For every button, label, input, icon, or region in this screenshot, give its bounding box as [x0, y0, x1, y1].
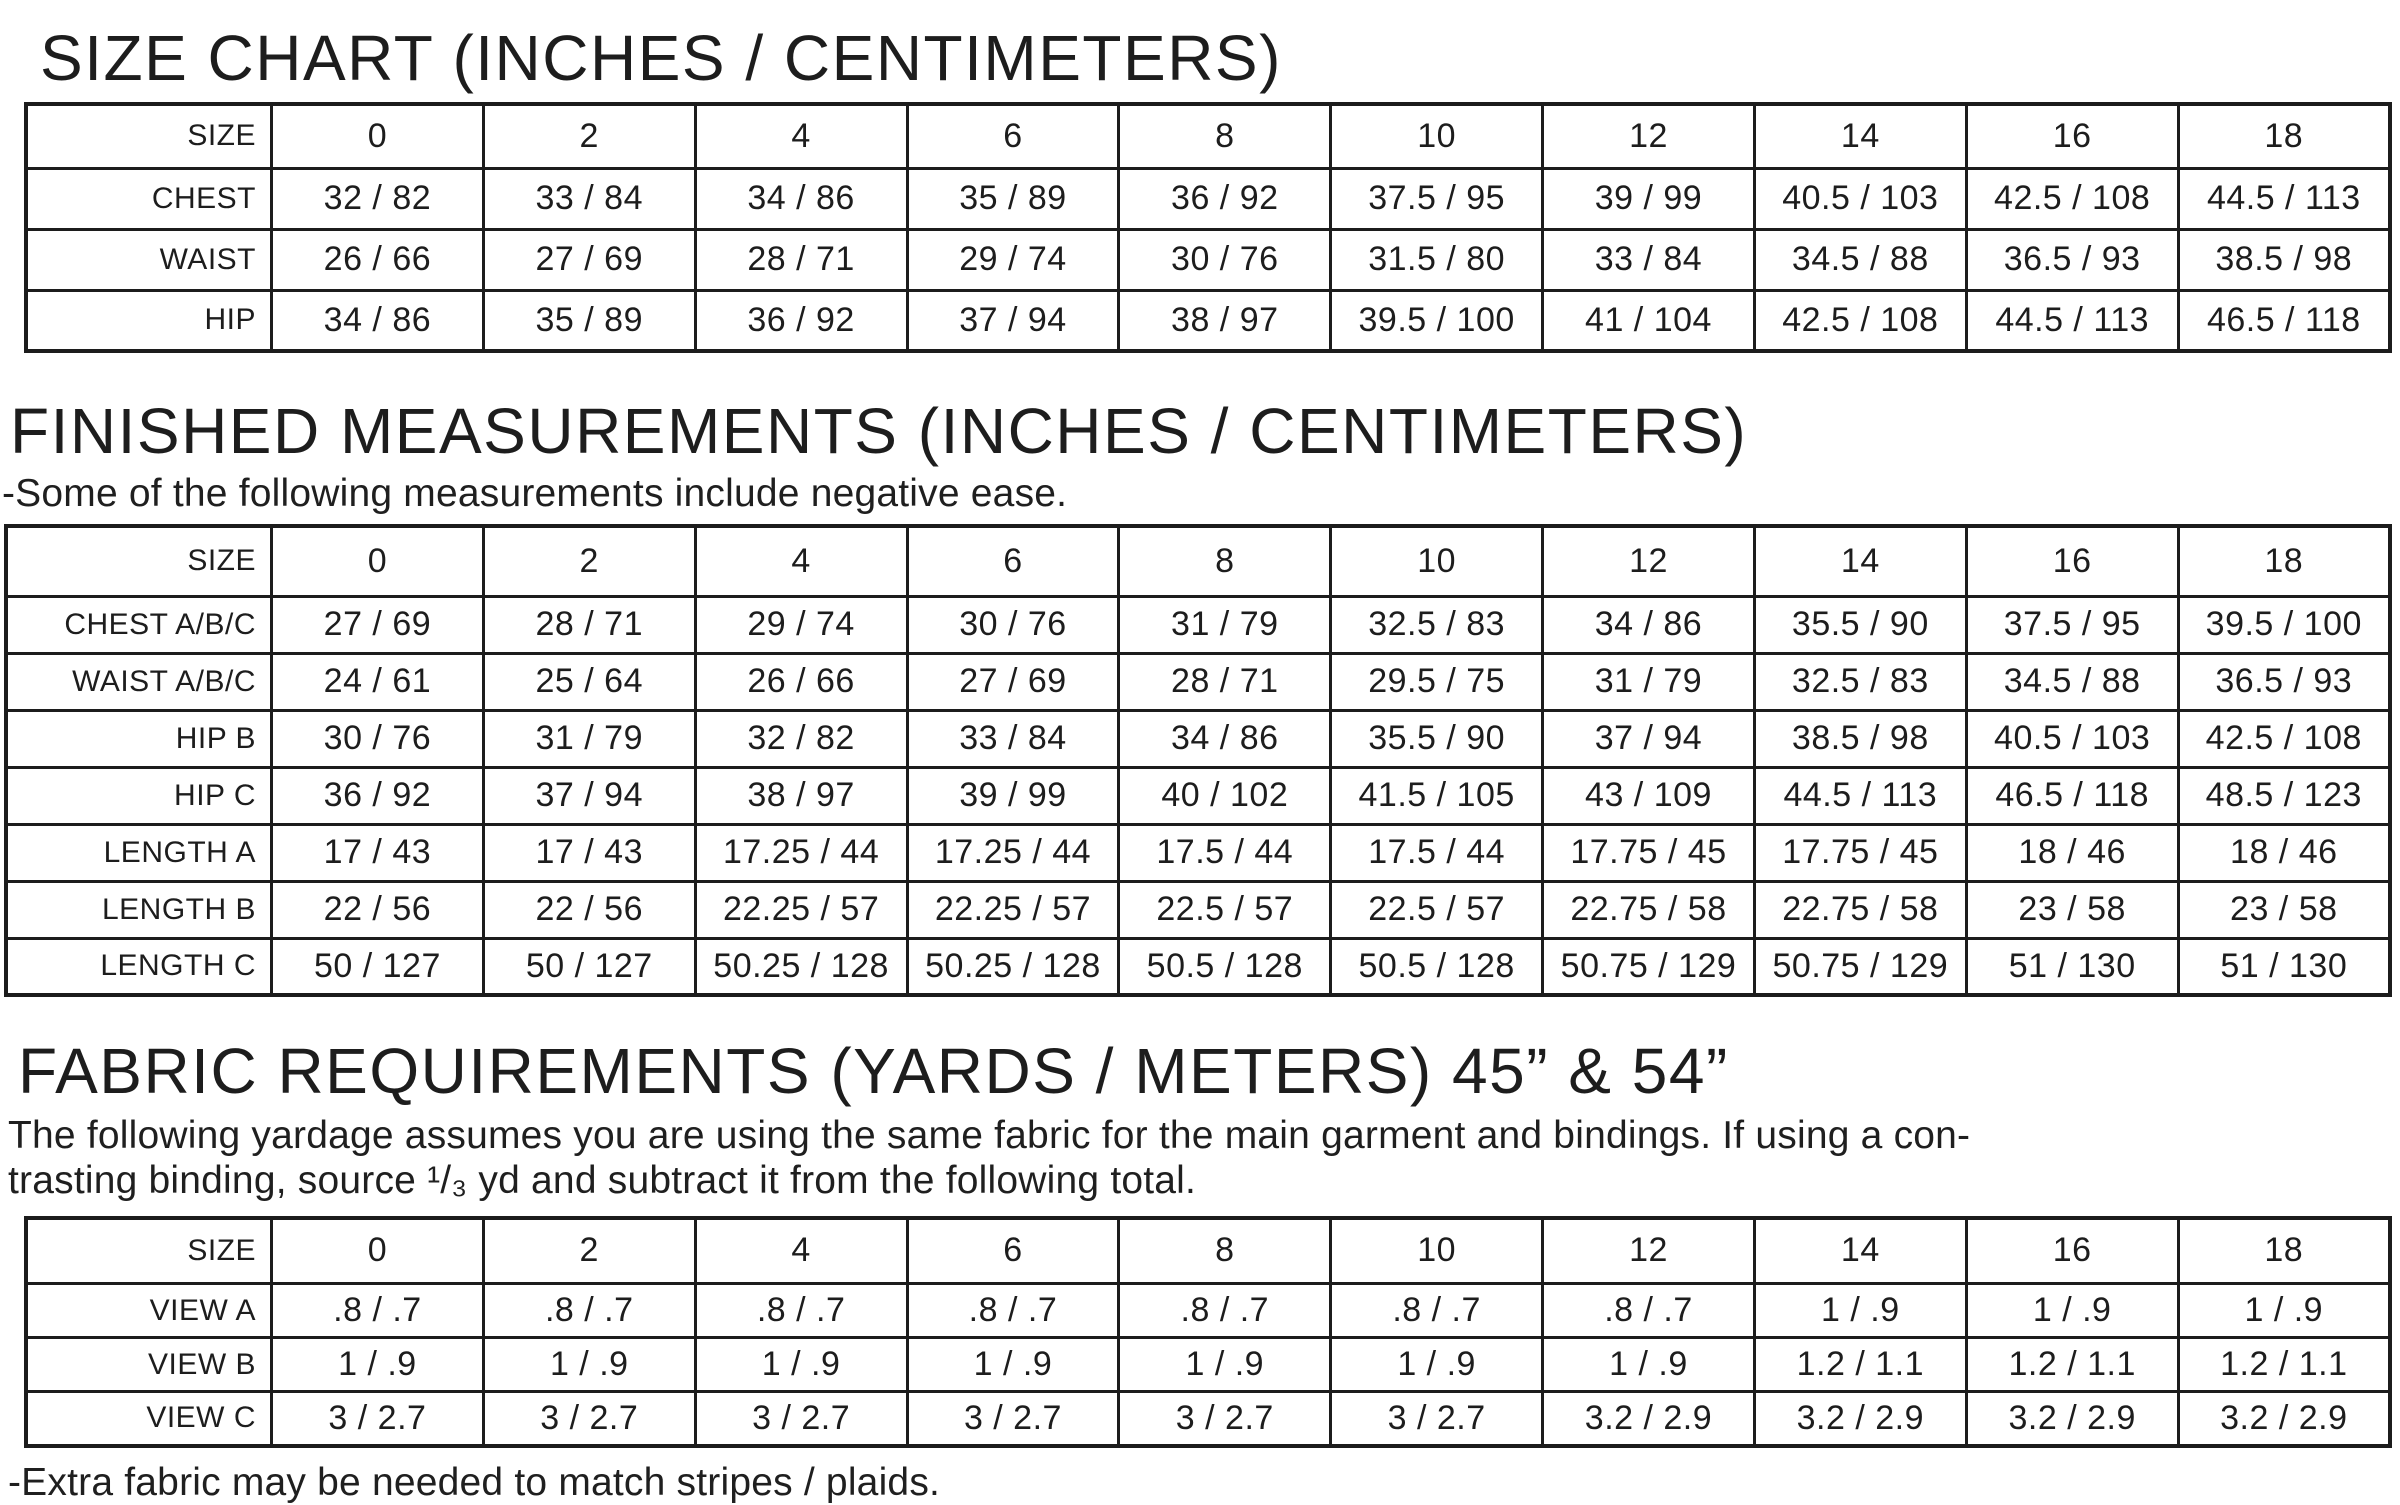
table-cell: 29 / 74 [907, 229, 1119, 290]
size-chart-table [24, 102, 2392, 353]
table-cell: 31 / 79 [483, 710, 695, 767]
table-cell: 40.5 / 103 [1966, 710, 2178, 767]
column-header-size-0: 0 [272, 526, 484, 596]
table-cell: 17.5 / 44 [1331, 824, 1543, 881]
table-cell: 3 / 2.7 [272, 1392, 484, 1446]
table-cell: 43 / 109 [1543, 767, 1755, 824]
yardage-paragraph-line-1: The following yardage assumes you are using the same fabric for the main garment and bindings. If using a con- [8, 1114, 1971, 1158]
table-cell: 1.2 / 1.1 [1966, 1338, 2178, 1392]
table-row [6, 938, 2390, 995]
row-label: CHEST [26, 168, 272, 229]
table-cell: 42.5 / 108 [2178, 710, 2390, 767]
table-cell: 41 / 104 [1543, 290, 1755, 351]
table-cell: 23 / 58 [2178, 881, 2390, 938]
table-cell: 1 / .9 [272, 1338, 484, 1392]
table-row [6, 824, 2390, 881]
table-row [26, 1284, 2390, 1338]
table-cell: 34.5 / 88 [1966, 653, 2178, 710]
table-cell: 38.5 / 98 [1754, 710, 1966, 767]
table-cell: 28 / 71 [483, 596, 695, 653]
table-cell: 3 / 2.7 [695, 1392, 907, 1446]
column-header-size-8: 8 [1119, 1218, 1331, 1284]
table-cell: 18 / 46 [2178, 824, 2390, 881]
table-cell: 39 / 99 [1543, 168, 1755, 229]
column-header-size-14: 14 [1754, 526, 1966, 596]
table-cell: 35 / 89 [483, 290, 695, 351]
column-header-size-4: 4 [695, 526, 907, 596]
table-cell: 50.25 / 128 [907, 938, 1119, 995]
table-cell: 50 / 127 [483, 938, 695, 995]
yardage-paragraph [8, 1113, 2400, 1203]
table-cell: 51 / 130 [1966, 938, 2178, 995]
table-cell: 1.2 / 1.1 [1754, 1338, 1966, 1392]
table-cell: 36 / 92 [1119, 168, 1331, 229]
table-cell: 3.2 / 2.9 [1754, 1392, 1966, 1446]
row-label: LENGTH B [6, 881, 272, 938]
table-cell: 31 / 79 [1119, 596, 1331, 653]
table-cell: 1 / .9 [1331, 1338, 1543, 1392]
table-cell: 39.5 / 100 [2178, 596, 2390, 653]
table-cell: 17.25 / 44 [907, 824, 1119, 881]
table-cell: 33 / 84 [1543, 229, 1755, 290]
table-cell: 3 / 2.7 [483, 1392, 695, 1446]
table-cell: 38 / 97 [1119, 290, 1331, 351]
column-header-size-8: 8 [1119, 104, 1331, 168]
finished-measurements-table [4, 524, 2392, 997]
column-header-size-6: 6 [907, 526, 1119, 596]
table-cell: 41.5 / 105 [1331, 767, 1543, 824]
table-cell: 33 / 84 [907, 710, 1119, 767]
table-cell: 26 / 66 [695, 653, 907, 710]
row-label: VIEW A [26, 1284, 272, 1338]
column-header-size-6: 6 [907, 104, 1119, 168]
table-cell: 36 / 92 [272, 767, 484, 824]
column-header-size-2: 2 [483, 526, 695, 596]
yardage-paragraph-line-2: trasting binding, source ¹/₃ yd and subtract it from the following total. [8, 1159, 1197, 1203]
table-cell: 36 / 92 [695, 290, 907, 351]
table-cell: 40.5 / 103 [1754, 168, 1966, 229]
column-header-size-4: 4 [695, 1218, 907, 1284]
column-header-size-4: 4 [695, 104, 907, 168]
table-cell: 34 / 86 [1543, 596, 1755, 653]
table-cell: 48.5 / 123 [2178, 767, 2390, 824]
table-cell: 50.5 / 128 [1331, 938, 1543, 995]
column-header-size-10: 10 [1331, 104, 1543, 168]
table-row [26, 1338, 2390, 1392]
size-header-label: SIZE [6, 526, 272, 596]
table-cell: 34.5 / 88 [1754, 229, 1966, 290]
table-cell: 27 / 69 [483, 229, 695, 290]
column-header-size-12: 12 [1543, 1218, 1755, 1284]
table-cell: 18 / 46 [1966, 824, 2178, 881]
row-label: HIP C [6, 767, 272, 824]
table-cell: 1 / .9 [1119, 1338, 1331, 1392]
table-cell: 42.5 / 108 [1966, 168, 2178, 229]
column-header-size-16: 16 [1966, 104, 2178, 168]
table-row [6, 653, 2390, 710]
table-cell: 35.5 / 90 [1754, 596, 1966, 653]
column-header-size-10: 10 [1331, 1218, 1543, 1284]
table-cell: .8 / .7 [483, 1284, 695, 1338]
size-chart-title: SIZE CHART (INCHES / CENTIMETERS) [40, 22, 1282, 94]
table-cell: 26 / 66 [272, 229, 484, 290]
extra-fabric-footnote: -Extra fabric may be needed to match stripes / plaids. [8, 1460, 941, 1504]
section-size-chart [0, 22, 2400, 353]
column-header-size-16: 16 [1966, 1218, 2178, 1284]
size-header-label: SIZE [26, 1218, 272, 1284]
table-header-row [6, 526, 2390, 596]
table-cell: 39 / 99 [907, 767, 1119, 824]
table-cell: 46.5 / 118 [1966, 767, 2178, 824]
table-cell: 24 / 61 [272, 653, 484, 710]
table-cell: 50 / 127 [272, 938, 484, 995]
table-cell: .8 / .7 [1331, 1284, 1543, 1338]
table-row [26, 229, 2390, 290]
table-cell: 36.5 / 93 [2178, 653, 2390, 710]
table-row [6, 596, 2390, 653]
column-header-size-6: 6 [907, 1218, 1119, 1284]
row-label: LENGTH A [6, 824, 272, 881]
table-cell: 39.5 / 100 [1331, 290, 1543, 351]
table-cell: 1 / .9 [483, 1338, 695, 1392]
table-cell: 22.75 / 58 [1543, 881, 1755, 938]
table-cell: 17.75 / 45 [1754, 824, 1966, 881]
table-cell: 36.5 / 93 [1966, 229, 2178, 290]
table-cell: 23 / 58 [1966, 881, 2178, 938]
table-cell: 38.5 / 98 [2178, 229, 2390, 290]
table-cell: 29.5 / 75 [1331, 653, 1543, 710]
table-cell: 34 / 86 [272, 290, 484, 351]
row-label: CHEST A/B/C [6, 596, 272, 653]
table-cell: 3.2 / 2.9 [2178, 1392, 2390, 1446]
table-cell: 22 / 56 [272, 881, 484, 938]
table-row [26, 168, 2390, 229]
table-cell: 30 / 76 [272, 710, 484, 767]
table-cell: 34 / 86 [695, 168, 907, 229]
table-cell: 42.5 / 108 [1754, 290, 1966, 351]
table-cell: 37.5 / 95 [1966, 596, 2178, 653]
table-header-row [26, 104, 2390, 168]
table-row [26, 1392, 2390, 1446]
table-cell: .8 / .7 [695, 1284, 907, 1338]
table-cell: 37 / 94 [483, 767, 695, 824]
table-cell: 32.5 / 83 [1754, 653, 1966, 710]
row-label: VIEW C [26, 1392, 272, 1446]
section-fabric-requirements [0, 1035, 2400, 1505]
table-cell: 29 / 74 [695, 596, 907, 653]
table-cell: 17.75 / 45 [1543, 824, 1755, 881]
table-cell: 32.5 / 83 [1331, 596, 1543, 653]
table-cell: .8 / .7 [272, 1284, 484, 1338]
table-cell: 44.5 / 113 [2178, 168, 2390, 229]
table-cell: 3 / 2.7 [907, 1392, 1119, 1446]
row-label: HIP B [6, 710, 272, 767]
column-header-size-2: 2 [483, 1218, 695, 1284]
table-cell: 50.25 / 128 [695, 938, 907, 995]
table-cell: 50.75 / 129 [1754, 938, 1966, 995]
column-header-size-0: 0 [272, 104, 484, 168]
table-cell: 1 / .9 [695, 1338, 907, 1392]
table-cell: 30 / 76 [1119, 229, 1331, 290]
table-cell: 1 / .9 [2178, 1284, 2390, 1338]
column-header-size-18: 18 [2178, 526, 2390, 596]
row-label: WAIST A/B/C [6, 653, 272, 710]
table-cell: 25 / 64 [483, 653, 695, 710]
table-cell: 35.5 / 90 [1331, 710, 1543, 767]
table-cell: 1 / .9 [1543, 1338, 1755, 1392]
table-cell: 3 / 2.7 [1331, 1392, 1543, 1446]
column-header-size-14: 14 [1754, 1218, 1966, 1284]
table-cell: 31 / 79 [1543, 653, 1755, 710]
column-header-size-0: 0 [272, 1218, 484, 1284]
table-cell: 46.5 / 118 [2178, 290, 2390, 351]
table-cell: 37.5 / 95 [1331, 168, 1543, 229]
table-cell: 33 / 84 [483, 168, 695, 229]
table-cell: 37 / 94 [907, 290, 1119, 351]
table-cell: 3 / 2.7 [1119, 1392, 1331, 1446]
table-cell: 17 / 43 [272, 824, 484, 881]
table-cell: 27 / 69 [272, 596, 484, 653]
table-cell: 3.2 / 2.9 [1543, 1392, 1755, 1446]
size-header-label: SIZE [26, 104, 272, 168]
table-row [26, 290, 2390, 351]
table-cell: 28 / 71 [1119, 653, 1331, 710]
table-cell: 38 / 97 [695, 767, 907, 824]
column-header-size-8: 8 [1119, 526, 1331, 596]
column-header-size-16: 16 [1966, 526, 2178, 596]
table-cell: 22.5 / 57 [1119, 881, 1331, 938]
table-cell: 32 / 82 [695, 710, 907, 767]
table-cell: 34 / 86 [1119, 710, 1331, 767]
table-cell: 22.5 / 57 [1331, 881, 1543, 938]
table-cell: 17.25 / 44 [695, 824, 907, 881]
column-header-size-12: 12 [1543, 104, 1755, 168]
table-cell: 17 / 43 [483, 824, 695, 881]
row-label: VIEW B [26, 1338, 272, 1392]
fabric-requirements-table [24, 1216, 2392, 1448]
table-cell: 37 / 94 [1543, 710, 1755, 767]
table-cell: 28 / 71 [695, 229, 907, 290]
table-cell: 50.5 / 128 [1119, 938, 1331, 995]
table-row [6, 767, 2390, 824]
negative-ease-note: -Some of the following measurements include negative ease. [2, 472, 1068, 515]
table-cell: 22.75 / 58 [1754, 881, 1966, 938]
table-cell: 3.2 / 2.9 [1966, 1392, 2178, 1446]
table-row [6, 881, 2390, 938]
table-cell: 50.75 / 129 [1543, 938, 1755, 995]
table-cell: 22 / 56 [483, 881, 695, 938]
table-cell: 35 / 89 [907, 168, 1119, 229]
table-row [6, 710, 2390, 767]
table-cell: 1.2 / 1.1 [2178, 1338, 2390, 1392]
column-header-size-10: 10 [1331, 526, 1543, 596]
row-label: WAIST [26, 229, 272, 290]
fabric-requirements-title: FABRIC REQUIREMENTS (YARDS / METERS) 45” & 54” [18, 1035, 1729, 1108]
table-cell: 51 / 130 [2178, 938, 2390, 995]
column-header-size-12: 12 [1543, 526, 1755, 596]
column-header-size-18: 18 [2178, 1218, 2390, 1284]
table-cell: .8 / .7 [1543, 1284, 1755, 1338]
table-cell: 22.25 / 57 [695, 881, 907, 938]
table-cell: 17.5 / 44 [1119, 824, 1331, 881]
table-cell: .8 / .7 [1119, 1284, 1331, 1338]
row-label: HIP [26, 290, 272, 351]
table-cell: .8 / .7 [907, 1284, 1119, 1338]
table-cell: 30 / 76 [907, 596, 1119, 653]
table-cell: 44.5 / 113 [1754, 767, 1966, 824]
section-finished-measurements [0, 395, 2400, 997]
row-label: LENGTH C [6, 938, 272, 995]
table-cell: 1 / .9 [1754, 1284, 1966, 1338]
table-cell: 44.5 / 113 [1966, 290, 2178, 351]
table-cell: 40 / 102 [1119, 767, 1331, 824]
table-cell: 27 / 69 [907, 653, 1119, 710]
table-header-row [26, 1218, 2390, 1284]
table-cell: 31.5 / 80 [1331, 229, 1543, 290]
table-cell: 22.25 / 57 [907, 881, 1119, 938]
finished-measurements-title: FINISHED MEASUREMENTS (INCHES / CENTIMETERS) [10, 395, 1748, 467]
column-header-size-14: 14 [1754, 104, 1966, 168]
column-header-size-2: 2 [483, 104, 695, 168]
table-cell: 1 / .9 [1966, 1284, 2178, 1338]
table-cell: 1 / .9 [907, 1338, 1119, 1392]
column-header-size-18: 18 [2178, 104, 2390, 168]
table-cell: 32 / 82 [272, 168, 484, 229]
